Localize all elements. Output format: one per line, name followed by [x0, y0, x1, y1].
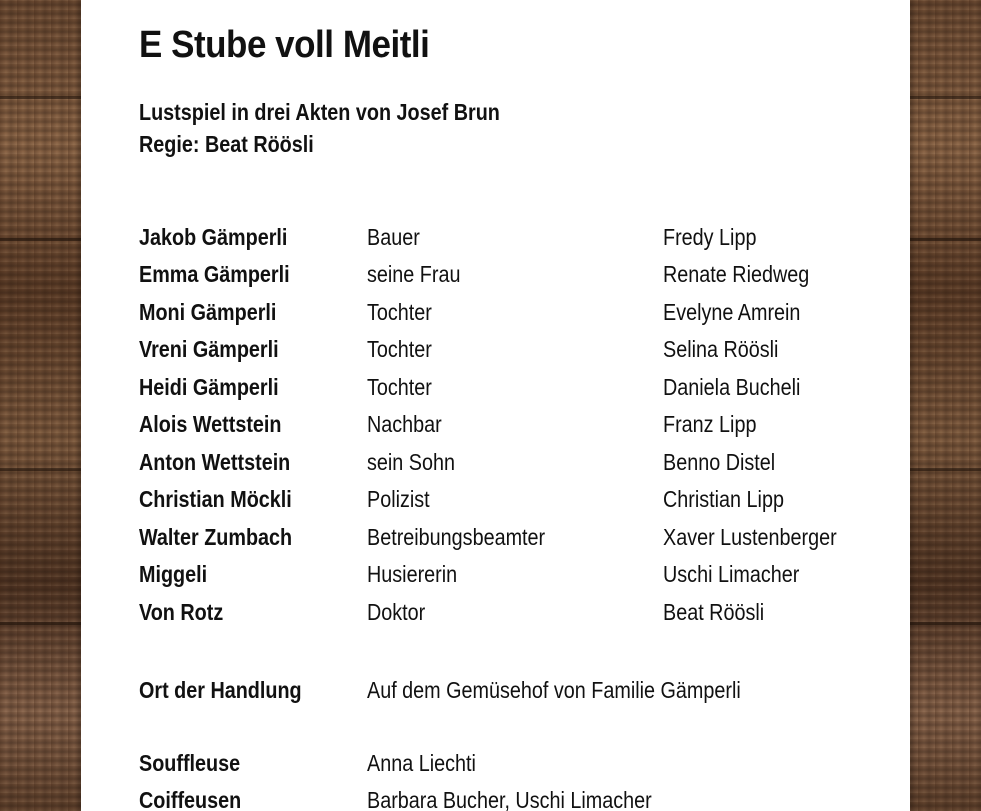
actor-name: Beat Röösli	[663, 599, 765, 625]
cast-row	[139, 561, 899, 591]
setting-row	[139, 677, 899, 707]
cast-row	[139, 261, 899, 291]
play-subtitle: Lustspiel in drei Akten von Josef Brun	[139, 99, 500, 125]
character-role: Doktor	[367, 599, 426, 625]
character-name: Anton Wettstein	[139, 449, 291, 475]
cast-row	[139, 299, 899, 329]
character-name: Emma Gämperli	[139, 261, 290, 287]
cast-row	[139, 411, 899, 441]
crew-row	[139, 750, 899, 780]
character-name: Christian Möckli	[139, 486, 292, 512]
actor-name: Xaver Lustenberger	[663, 524, 837, 550]
actor-name: Fredy Lipp	[663, 224, 757, 250]
actor-name: Daniela Bucheli	[663, 374, 801, 400]
program-sheet	[81, 0, 910, 811]
character-role: Tochter	[367, 299, 432, 325]
character-name: Jakob Gämperli	[139, 224, 288, 250]
director-line: Regie: Beat Röösli	[139, 131, 314, 157]
character-role: Bauer	[367, 224, 420, 250]
actor-name: Christian Lipp	[663, 486, 784, 512]
cast-row	[139, 486, 899, 516]
character-role: Husiererin	[367, 561, 458, 587]
crew-value: Anna Liechti	[367, 750, 476, 776]
character-name: Moni Gämperli	[139, 299, 277, 325]
setting-label: Ort der Handlung	[139, 677, 302, 703]
cast-row	[139, 599, 899, 629]
character-role: Betreibungsbeamter	[367, 524, 546, 550]
crew-row	[139, 787, 899, 811]
character-name: Walter Zumbach	[139, 524, 293, 550]
setting-value: Auf dem Gemüsehof von Familie Gämperli	[367, 677, 741, 703]
actor-name: Uschi Limacher	[663, 561, 800, 587]
character-name: Miggeli	[139, 561, 208, 587]
actor-name: Benno Distel	[663, 449, 776, 475]
actor-name: Selina Röösli	[663, 336, 779, 362]
cast-row	[139, 524, 899, 554]
character-role: Tochter	[367, 336, 432, 362]
actor-name: Franz Lipp	[663, 411, 757, 437]
actor-name: Evelyne Amrein	[663, 299, 801, 325]
character-name: Vreni Gämperli	[139, 336, 279, 362]
character-role: Tochter	[367, 374, 432, 400]
character-name: Heidi Gämperli	[139, 374, 279, 400]
crew-value: Barbara Bucher, Uschi Limacher	[367, 787, 652, 811]
character-role: sein Sohn	[367, 449, 455, 475]
crew-label: Souffleuse	[139, 750, 241, 776]
crew-label: Coiffeusen	[139, 787, 242, 811]
cast-row	[139, 449, 899, 479]
character-name: Alois Wettstein	[139, 411, 282, 437]
actor-name: Renate Riedweg	[663, 261, 810, 287]
cast-row	[139, 374, 899, 404]
character-name: Von Rotz	[139, 599, 224, 625]
character-role: seine Frau	[367, 261, 461, 287]
page-title: E Stube voll Meitli	[139, 24, 430, 66]
character-role: Nachbar	[367, 411, 442, 437]
cast-row	[139, 336, 899, 366]
character-role: Polizist	[367, 486, 430, 512]
cast-row	[139, 224, 899, 254]
